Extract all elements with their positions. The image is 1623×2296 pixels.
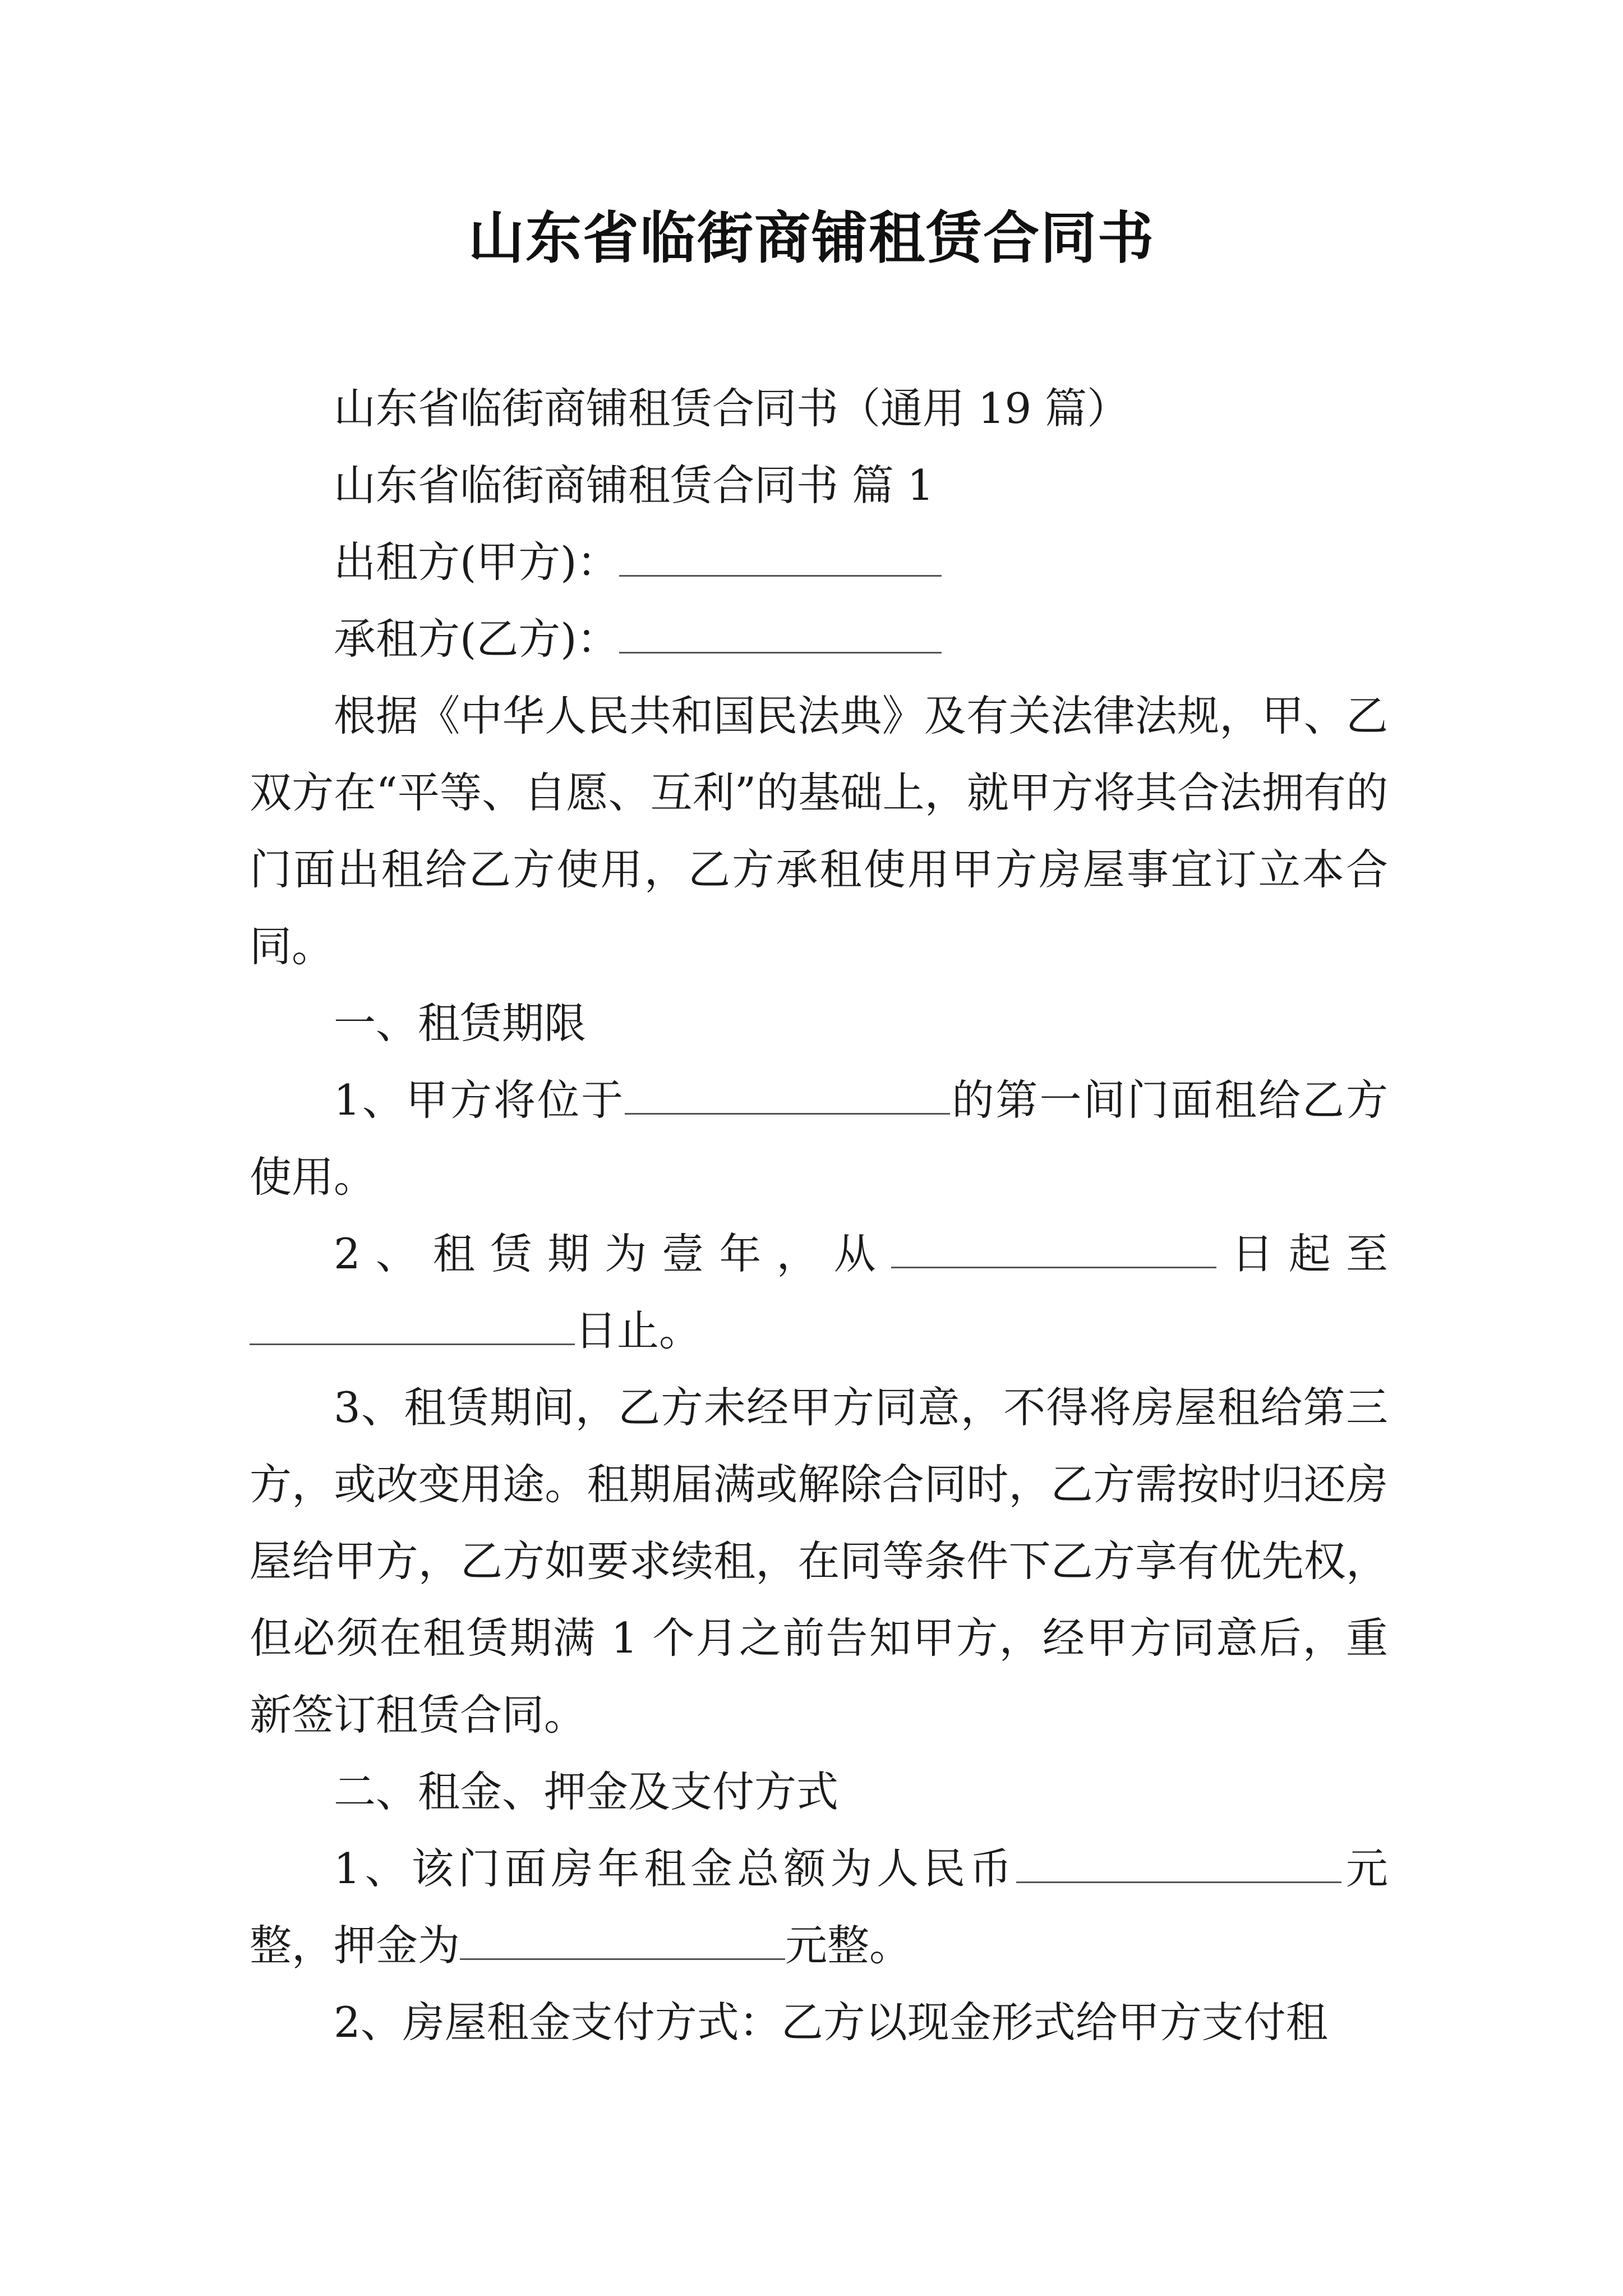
lessor-label: 出租方(甲方)： — [334, 537, 619, 587]
part-label: 山东省临街商铺租赁合同书 篇 1 — [334, 461, 934, 510]
s2-item2: 2、房屋租金支付方式：乙方以现金形式给甲方支付租 — [334, 1998, 1328, 2047]
document-body — [250, 370, 1388, 2061]
lessee-label: 承租方(乙方)： — [334, 614, 619, 664]
s1-item2 — [250, 1216, 1388, 1292]
s2-item1-before: 1、该门面房年租金总额为人民币 — [334, 1844, 1017, 1893]
section1-heading: 一、租赁期限 — [334, 999, 587, 1048]
s2-item1-blank-rent — [1016, 1848, 1341, 1883]
s1-item2-blank-end — [250, 1310, 575, 1345]
s1-item2-after: 日止。 — [575, 1306, 702, 1355]
s1-item1-blank — [625, 1079, 950, 1115]
section2-heading: 二、租金、押金及支付方式 — [334, 1767, 839, 1816]
s1-item1-after: 的第一间门面租给乙方使用。 — [250, 1075, 1388, 1202]
document-title: 山东省临街商铺租赁合同书 — [468, 205, 1155, 271]
s1-item2-blank-start — [891, 1233, 1216, 1268]
s1-item3: 3、租赁期间，乙方未经甲方同意，不得将房屋租给第三方，或改变用途。租期届满或解除合同时，乙方需按时归还房屋给甲方，乙方如要求续租，在同等条件下乙方享有优先权，但必须在租赁期满 1 个月之前告知甲方，经甲方同意后，重新签订租赁合同。 — [250, 1383, 1388, 1740]
lessee-blank — [619, 618, 942, 654]
s2-item1-middle: 元整，押金为 — [250, 1844, 1388, 1970]
s1-item2-middle: 日起至 — [1216, 1229, 1388, 1278]
intro-paragraph: 根据《中华人民共和国民法典》及有关法律法规，甲、乙双方在“平等、自愿、互利”的基础上，就甲方将其合法拥有的门面出租给乙方使用，乙方承租使用甲方房屋事宜订立本合同。 — [250, 691, 1388, 971]
subtitle: 山东省临街商铺租赁合同书（通用 19 篇） — [334, 384, 1129, 433]
lessor-line — [250, 524, 1388, 601]
s2-item1-blank-deposit — [460, 1925, 785, 1960]
s1-item2-before: 2、租赁期为壹年，从 — [334, 1229, 891, 1278]
s1-item1 — [250, 1062, 1388, 1216]
s2-item1 — [250, 1830, 1388, 1984]
lessor-blank — [619, 541, 942, 577]
s1-item1-before: 1、甲方将位于 — [334, 1075, 625, 1125]
s2-item1-after: 元整。 — [785, 1921, 912, 1970]
lessee-line — [250, 601, 1388, 678]
s1-item2-cont — [250, 1292, 1388, 1369]
